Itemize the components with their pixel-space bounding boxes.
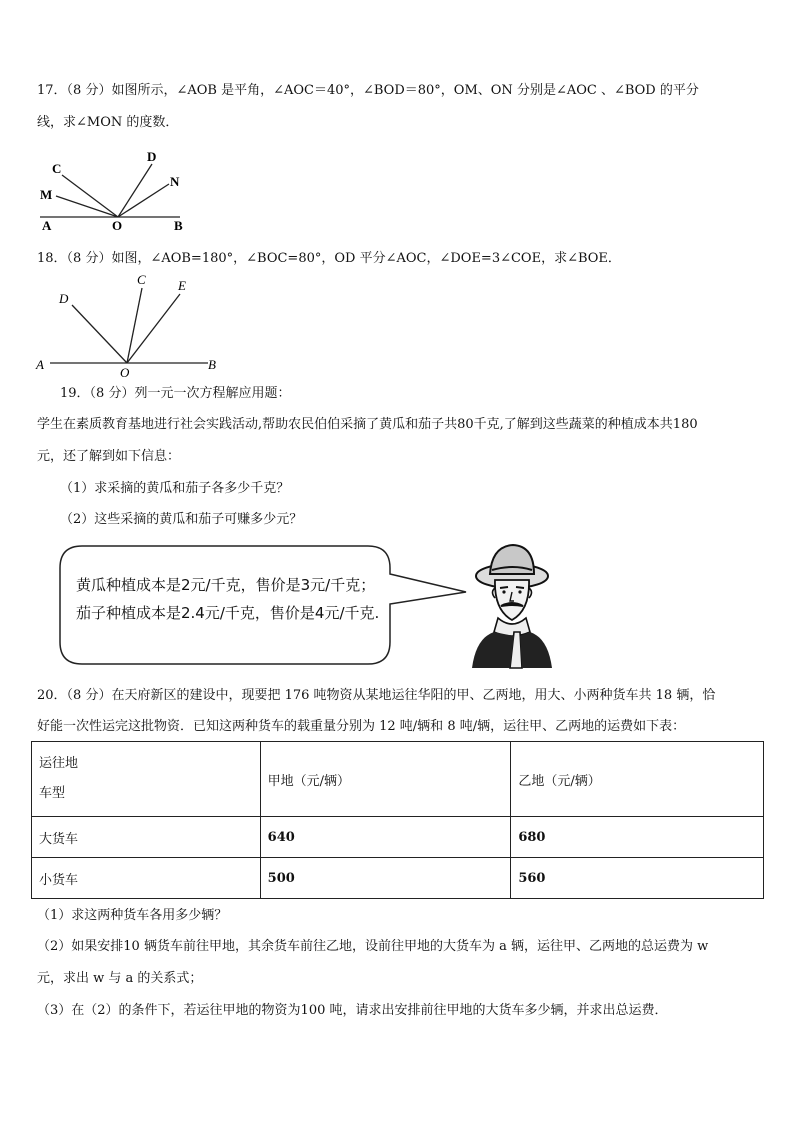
- q18-label-b: B: [208, 357, 216, 372]
- freight-table: [31, 741, 764, 899]
- q17-label-n: N: [170, 174, 180, 189]
- header-yi: 乙地（元/辆）: [511, 742, 764, 817]
- q18-text: 18．（8 分）如图，∠AOB=180°，∠BOC=80°，OD 平分∠AOC，∠DOE=3∠COE，求∠BOE．: [37, 251, 621, 266]
- q17-label-m: M: [40, 187, 53, 202]
- q19-paragraph-2: 元，还了解到如下信息：: [37, 449, 181, 464]
- q18-label-c: C: [137, 272, 146, 287]
- q17-ray-om: [56, 196, 118, 217]
- row-type-small: 小货车: [32, 858, 261, 899]
- q17-label-o: O: [112, 218, 123, 233]
- table-header-row: [32, 742, 764, 817]
- q17-label-c: C: [52, 161, 62, 176]
- row-type-large: 大货车: [32, 817, 261, 858]
- cost-small-jia: 500: [260, 858, 511, 899]
- q19-subquestion-1: （1）求采摘的黄瓜和茄子各多少千克？: [60, 481, 290, 496]
- q17-label-a: A: [42, 218, 52, 233]
- q17-figure: [30, 146, 200, 236]
- q17-label-d: D: [147, 149, 157, 164]
- q18-label-e: E: [178, 278, 186, 293]
- q17-ray-oc: [62, 175, 118, 217]
- cost-large-yi: 680: [511, 817, 764, 858]
- corner-destination-label: 运往地: [39, 756, 79, 771]
- q18-label-a: A: [36, 357, 44, 372]
- q17-text-line2: 线，求∠MON 的度数．: [37, 115, 179, 130]
- q17-label-b: B: [174, 218, 183, 233]
- cost-large-jia: 640: [260, 817, 511, 858]
- table-corner-cell: [32, 742, 261, 817]
- bubble-line-eggplant: 茄子种植成本是2.4元/千克，售价是4元/千克.: [76, 604, 380, 622]
- bubble-line-cucumber: 黄瓜种植成本是2元/千克，售价是3元/千克；: [76, 576, 376, 594]
- q18-label-o: O: [120, 365, 130, 380]
- header-jia: 甲地（元/辆）: [260, 742, 511, 817]
- q19-title: 19．（8 分）列一元一次方程解应用题：: [60, 386, 291, 401]
- q17-text-line1: 17．（8 分）如图所示，∠AOB 是平角，∠AOC＝40°，∠BOD＝80°，OM、ON 分别是∠AOC 、∠BOD 的平分: [37, 83, 699, 98]
- corner-vehicle-label: 车型: [39, 786, 66, 801]
- q18-ray-od: [72, 305, 127, 363]
- q18-figure: [30, 270, 230, 380]
- q19-subquestion-2: （2）这些采摘的黄瓜和茄子可赚多少元？: [60, 512, 303, 527]
- table-row: [32, 858, 764, 899]
- q20-subquestion-1: （1）求这两种货车各用多少辆？: [37, 908, 228, 923]
- q20-subquestion-2b: 元，求出 w 与 a 的关系式；: [37, 971, 203, 986]
- q18-ray-oe: [127, 294, 180, 363]
- q18-ray-oc: [127, 288, 142, 363]
- farmer-illustration: [468, 540, 558, 670]
- table-row: [32, 817, 764, 858]
- q20-text-line1: 20．（8 分）在天府新区的建设中，现要把 176 吨物资从某地运往华阳的甲、乙两地，用大、小两种货车共 18 辆，恰: [37, 688, 716, 703]
- cost-small-yi: 560: [511, 858, 764, 899]
- q18-label-d: D: [59, 291, 69, 306]
- q20-subquestion-3: （3）在（2）的条件下，若运往甲地的物资为100 吨，请求出安排前往甲地的大货车多少辆，并求出总运费．: [37, 1003, 668, 1018]
- q20-text-line2: 好能一次性运完这批物资．已知这两种货车的载重量分别为 12 吨/辆和 8 吨/辆，运往甲、乙两地的运费如下表：: [37, 719, 686, 734]
- q19-paragraph-1: 学生在素质教育基地进行社会实践活动,帮助农民伯伯采摘了黄瓜和茄子共80千克,了解到这些蔬菜的种植成本共180: [37, 417, 698, 432]
- q17-ray-on: [118, 184, 169, 217]
- q17-ray-od: [118, 164, 152, 217]
- q20-subquestion-2a: （2）如果安排10 辆货车前往甲地，其余货车前往乙地，设前往甲地的大货车为 a 辆，运往甲、乙两地的总运费为 w: [37, 939, 709, 954]
